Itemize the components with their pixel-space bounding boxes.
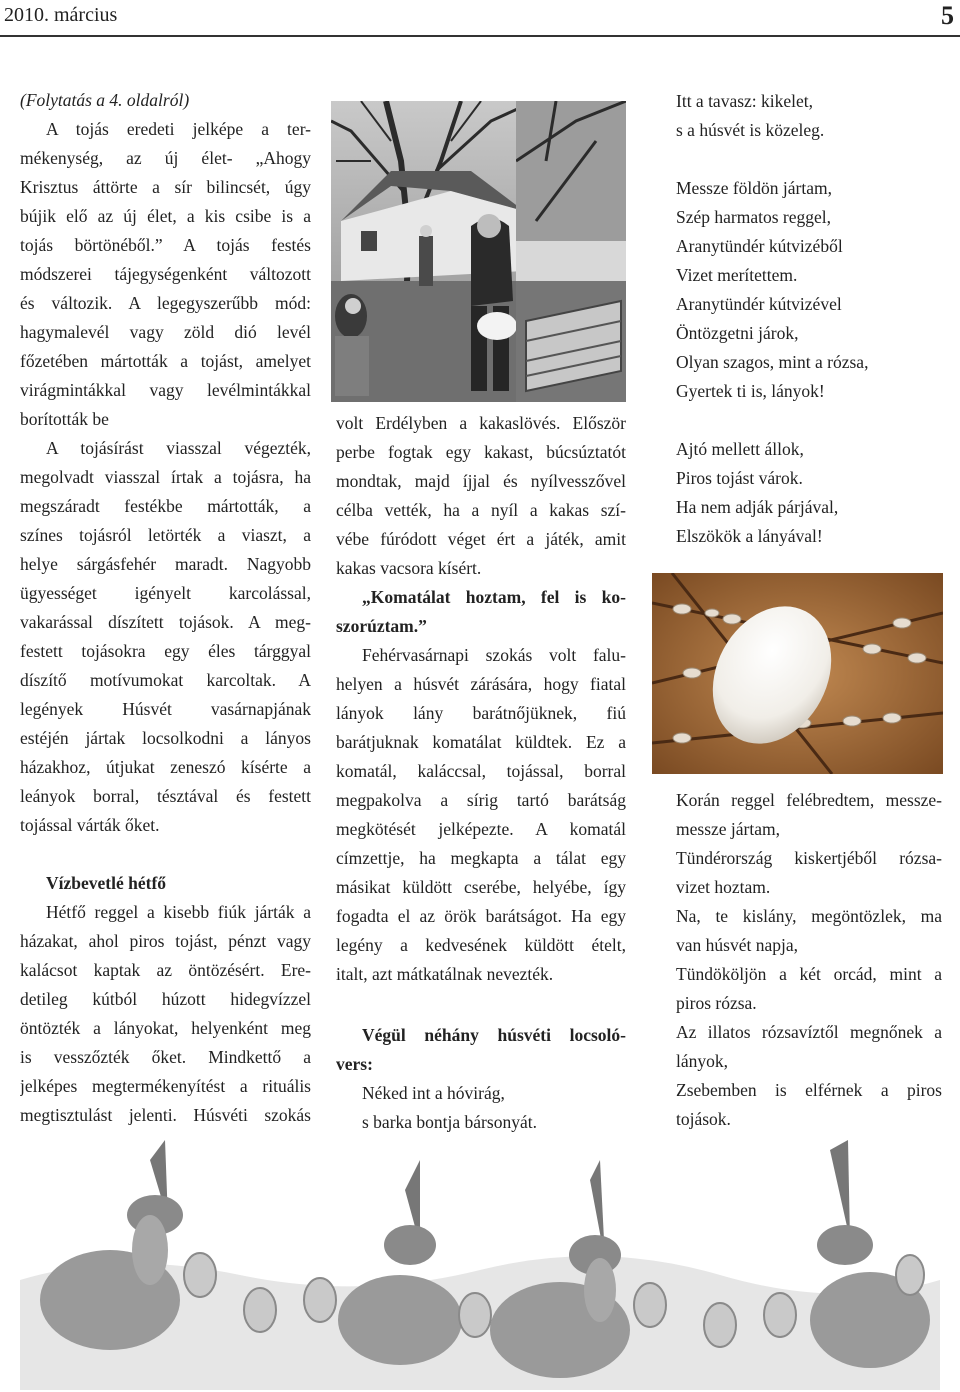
text-line: Szép harmatos reggel,: [676, 207, 832, 227]
text-line: és változik. A legegyszerűbb mód:: [20, 293, 311, 313]
text-line: is vesszőzték őket. Mindkettő a: [20, 1047, 311, 1067]
text-line: virágmintákkal vagy levélmintákkal: [20, 380, 311, 400]
bunny-2: [338, 1160, 462, 1365]
text-line: italt, azt mátkatálnak nevezték.: [336, 964, 554, 984]
text-line: Gyertek ti is, lányok!: [676, 381, 825, 401]
text-line: másikat küldött cserébe, helyébe, így: [336, 877, 626, 897]
text-line: „Komatálat hoztam, fel is ko-: [362, 587, 626, 607]
easter-bunnies-illustration: [0, 1140, 960, 1392]
text-line: lányok,: [676, 1051, 729, 1071]
text-line: Tündököljön a két orcád, mint a: [676, 964, 942, 984]
column-middle: [336, 409, 626, 989]
text-line: Itt a tavasz: kikelet,: [676, 91, 814, 111]
text-line: festett tojásokra egy éles tárggyal: [20, 641, 311, 661]
text-line: borították be: [20, 409, 109, 429]
poem-intro: [336, 1021, 626, 1137]
text-line: messze jártam,: [676, 819, 780, 839]
column-left: [20, 86, 311, 1130]
page-header: [0, 0, 960, 37]
text-line: Öntözgetni járok,: [676, 323, 799, 343]
text-line: megtisztulást jelenti. Húsvéti szokás: [20, 1105, 311, 1125]
text-line: vers:: [336, 1054, 373, 1074]
text-line: Aranytündér kútvizéből: [676, 236, 843, 256]
text-line: vébe fúródott véget ért a játék, amit: [336, 529, 626, 549]
text-line: vizet hoztam.: [676, 877, 771, 897]
text-line: mondtak, majd íjjal és nyílvesszővel: [336, 471, 626, 491]
text-line: szorúztam.”: [336, 616, 427, 636]
text-line: detileg kútból húzott hidegvízzel: [20, 989, 311, 1009]
text-line: Messze földön jártam,: [676, 178, 832, 198]
text-line: volt Erdélyben a kakaslövés. Először: [336, 413, 626, 433]
text-line: helye sárgásfehér maradt. Nagyobb: [20, 554, 311, 574]
text-line: tojás börtönéből.” A tojás festés: [20, 235, 311, 255]
text-line: legények Húsvét vasárnapjának: [20, 699, 311, 719]
text-line: Ha nem adják párjával,: [676, 497, 839, 517]
text-line: Ajtó mellett állok,: [676, 439, 804, 459]
text-line: házakhoz, útjukat zeneszó kísérte a: [20, 757, 311, 777]
text-line: Fehérvasárnapi szokás volt falu-: [362, 645, 626, 665]
text-line: öntözték a lányokat, helyenként meg: [20, 1018, 311, 1038]
text-line: színes tojásról letörték a viaszt, a: [20, 525, 311, 545]
text-line: megkötését jelképezte. A komatál: [336, 819, 626, 839]
text-line: mékenység, az új élet- „Ahogy: [20, 148, 311, 168]
text-line: főzetében mártották a tojást, amelyet: [20, 351, 311, 371]
text-line: vakarással díszített tojások. A meg-: [20, 612, 311, 632]
text-line: tojással várták őket.: [20, 815, 160, 835]
text-line: Olyan szagos, mint a rózsa,: [676, 352, 869, 372]
text-line: Vízbevetlé hétfő: [46, 873, 167, 893]
bunny-4: [810, 1140, 930, 1368]
text-line: Korán reggel felébredtem, messze-: [676, 790, 942, 810]
text-line: barátjuknak komatálat küldtek. Ez a: [336, 732, 626, 752]
village-photo: [331, 101, 524, 402]
text-line: hagymalevél vagy zöld dió levél: [20, 322, 311, 342]
text-line: Krisztus áttörte a sír bilincsét, úgy: [20, 177, 311, 197]
text-line: A tojás eredeti jelképe a ter-: [46, 119, 311, 139]
text-line: kalácsot kaptak az öntözésért. Ere-: [20, 960, 311, 980]
text-line: perbe fogtak egy kakast, búcsúztatót: [336, 442, 626, 462]
text-line: Hétfő reggel a kisebb fiúk járták a: [46, 902, 311, 922]
text-line: bújik elő az új élet, a kis csibe is a: [20, 206, 311, 226]
text-line: Na, te kislány, megöntözlek, ma: [676, 906, 942, 926]
text-line: lányok lány barátnőjüknek, fiú: [336, 703, 626, 723]
text-line: komatál, kaláccsal, tojással, borral: [336, 761, 626, 781]
blank-line: [20, 840, 311, 869]
text-line: s a húsvét is közeleg.: [676, 120, 825, 140]
bunny-1: [40, 1140, 183, 1350]
text-line: helyen a húsvét zárására, hogy fiatal: [336, 674, 626, 694]
text-line: jelképes megtermékenyítést a rituális: [20, 1076, 311, 1096]
text-line: fogadta el az örök barátságot. Ha egy: [336, 906, 626, 926]
text-line: leányok borral, tésztával és festett: [20, 786, 311, 806]
text-line: legény a kedvesének küldött ételt,: [336, 935, 626, 955]
text-line: Aranytündér kútvizével: [676, 294, 842, 314]
text-line: házakat, ahol piros tojást, pénzt vagy: [20, 931, 311, 951]
text-line: Zsebemben is elférnek a piros: [676, 1080, 942, 1100]
text-line: A tojásírást viasszal végezték,: [46, 438, 311, 458]
column-right-poem: [676, 87, 946, 551]
text-line: (Folytatás a 4. oldalról): [20, 90, 190, 110]
issue-date: 2010. március: [4, 4, 118, 26]
text-line: megpakolva a sírig tartó barátság: [336, 790, 626, 810]
text-line: módszerei tájegységenként változott: [20, 264, 311, 284]
wooden-crates-photo: [516, 101, 626, 402]
column-right-poem-2: [676, 786, 942, 1134]
text-line: Végül néhány húsvéti locsoló-: [362, 1025, 626, 1045]
text-line: s barka bontja bársonyát.: [362, 1112, 537, 1132]
blank-line: [676, 145, 946, 174]
blank-line: [676, 406, 946, 435]
text-line: Tündérország kiskertjéből rózsa-: [676, 848, 942, 868]
text-line: estéjén jártak locsolkodni a lányos: [20, 728, 311, 748]
text-line: Vizet merítettem.: [676, 265, 798, 285]
text-line: Elszökök a lányával!: [676, 526, 823, 546]
text-line: piros rózsa.: [676, 993, 757, 1013]
egg-catkin-photo: [652, 573, 943, 774]
page-number: 5: [941, 1, 954, 30]
text-line: célba vették, ha a nyíl a kakas szí-: [336, 500, 626, 520]
text-line: Piros tojást várok.: [676, 468, 803, 488]
text-line: Néked int a hóvirág,: [362, 1083, 505, 1103]
text-line: kakas vacsora kísért.: [336, 558, 482, 578]
text-line: megszáradt festékbe mártották, a: [20, 496, 311, 516]
text-line: díszítő motívumokat karcoltak. A: [20, 670, 311, 690]
text-line: tojások.: [676, 1109, 731, 1129]
text-line: ügyességet igényelt karcolással,: [20, 583, 311, 603]
text-line: Az illatos rózsavíztől megnőnek a: [676, 1022, 942, 1042]
text-line: megolvadt viasszal írtak a tojásra, ha: [20, 467, 311, 487]
text-line: címzettje, ha megkapta a tálat egy: [336, 848, 626, 868]
text-line: van húsvét napja,: [676, 935, 798, 955]
